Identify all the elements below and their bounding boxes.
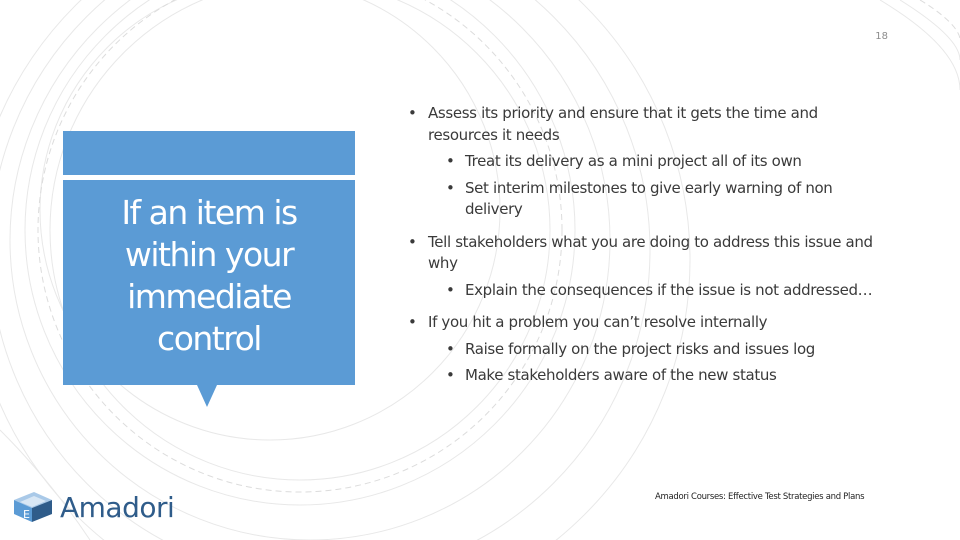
bullet-icon: • bbox=[408, 104, 417, 122]
title-accent-strip bbox=[63, 131, 355, 175]
bullet-item bbox=[408, 232, 886, 275]
slide-footer: Amadori Courses: Effective Test Strategies and Plans bbox=[655, 492, 865, 502]
sub-bullet-text: Raise formally on the project risks and issues log bbox=[465, 339, 815, 358]
sub-bullet-item bbox=[408, 339, 886, 361]
sub-bullet-text: Set interim milestones to give early warning of non delivery bbox=[465, 178, 833, 218]
logo-text: Amadori bbox=[60, 490, 175, 524]
bullet-text: Assess its priority and ensure that it gets the time and resources it needs bbox=[428, 104, 818, 144]
bullet-item bbox=[408, 312, 886, 334]
sub-bullet-item bbox=[408, 178, 886, 221]
sub-bullet-text: Treat its delivery as a mini project all of its own bbox=[465, 152, 802, 170]
bullet-icon: • bbox=[446, 339, 455, 358]
bullet-item bbox=[408, 103, 886, 146]
bullet-text: If you hit a problem you can’t resolve internally bbox=[428, 313, 768, 331]
svg-text:E: E bbox=[23, 508, 30, 521]
amadori-logo-icon bbox=[10, 488, 56, 526]
slide-title: If an item is within your immediate control bbox=[121, 192, 297, 358]
amadori-logo bbox=[10, 488, 174, 526]
sub-bullet-text: Explain the consequences if the issue is not addressed… bbox=[465, 280, 873, 299]
title-box bbox=[63, 180, 355, 385]
bullet-icon: • bbox=[446, 178, 455, 197]
bullet-icon: • bbox=[446, 152, 455, 170]
slide-number: 18 bbox=[875, 31, 888, 42]
bullet-icon: • bbox=[446, 280, 455, 299]
bullet-list bbox=[408, 103, 886, 387]
bullet-icon: • bbox=[408, 313, 417, 331]
sub-bullet-item bbox=[408, 151, 886, 173]
title-pointer bbox=[197, 385, 217, 407]
sub-bullet-item bbox=[408, 365, 886, 387]
bullet-icon: • bbox=[408, 232, 417, 251]
bullet-icon: • bbox=[446, 366, 455, 384]
sub-bullet-item bbox=[408, 280, 886, 302]
bullet-text: Tell stakeholders what you are doing to address this issue and why bbox=[428, 232, 873, 272]
sub-bullet-text: Make stakeholders aware of the new status bbox=[465, 366, 777, 384]
